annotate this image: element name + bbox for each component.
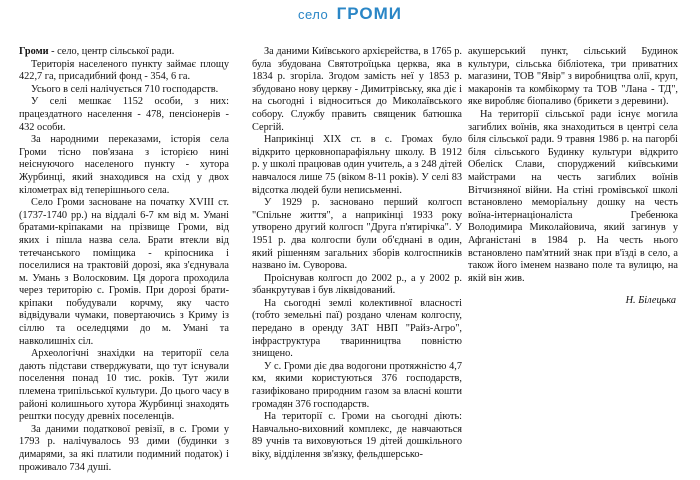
paragraph: На території сільської ради існує могила загиблих воїнів, яка знаходиться в центрі села біля сільської ради. 9 травня 1986 р. на пагорбі біля сільського Будинку культури відкрито Обеліск Слави, споруджений київськими майстрами на честь загиблих воїнів Вітчизняної війни. На стіні громівської школі встановлено меморіальну дошку на честь воїна-інтернаціоналіста Гребенюка Володимира Миколайовича, який загинув у Афганістані в 1984 р. На честь нього встановлено пам'ятний знак при в'їзді в село, а також його іменем названо поле та вулицю, на якій він жив. [468,108,678,284]
author-signature: Н. Білецька [625,295,676,307]
paragraph: На сьогодні землі колективної власності (тобто земельні паї) роздано членам колгоспу, передано в оренду ЗАТ НВП "Райз-Агро", інфраструктура тваринництва повністю знищено. [252,297,462,360]
paragraph: Територія населеного пункту займає площу 422,7 га, присадибний фонд - 354, 6 га. [19,58,229,83]
title-village-name: ГРОМИ [336,4,403,23]
page-title [0,4,700,24]
paragraph: На території с. Громи на сьогодні діють: Навчально-виховний комплекс, де навчаються 89 учнів та виховуються 19 дітей дошкільного віку, відділення зв'язку, фельдшерсько- [252,411,462,460]
paragraph: У селі мешкає 1152 особи, з них: працездатного населення - 478, пенсіонерів - 432 особи. [19,96,229,133]
paragraph: За даними Київського архієрейства, в 1765 р. була збудована Святотроїцька церква, яка в 1834 р. згоріла. Згодом замість неї у 1853 р. збудовано нову церкву - Димитрівську, яка діє і на сьогодні і відноситься до Миколаївського собору. Службу править священик батюшка Сергій. [252,46,462,133]
paragraph: За даними податкової ревізії, в с. Громи у 1793 р. налічувалось 93 дими (будинки з димарями, за які платили подимний податок) і проживало 734 душі. [19,423,229,473]
text-column-1 [19,46,229,474]
lead-rest: - село, центр сільської ради. [48,46,175,57]
text-column-2 [252,46,462,474]
paragraph: Усього в селі налічується 710 господарств. [31,83,219,95]
title-prefix: село [297,7,329,22]
paragraph: акушерський пункт, сільський Будинок культури, сільська бібліотека, три приватних магазини, ТОВ "Явір" з виробництва олії, круп, макаронів та комбікорму та ТОВ "Лана - ТД", яке виробляє біопаливо (брикети з деревини). [468,46,678,108]
paragraph: За народними переказами, історія села Громи тісно пов'язана з історією нині неіснуючого населеного пункту - хутора Журбинці, який знаходився на схід у двох кілометрах від теперішнього села. [19,134,229,196]
text-column-3 [468,46,678,474]
paragraph [19,46,229,59]
lead-word: Громи [19,46,49,57]
paragraph: У с. Громи діє два водогони протяжністю 4,7 км, якими користуються 376 господарств, газифіковано природним газом за власні кошти громадян 376 господарств. [252,360,462,410]
paragraph: Археологічні знахідки на території села дають підстави стверджувати, що тут існували поселення понад 10 тис. років. Тут жили племена трипільської культури. До цього часу в районі колишнього хутора Журбинці знаходять рештки посуду древніх поселенців. [19,348,229,423]
paragraph: Проіснував колгосп до 2002 р., а у 2002 р. збанкрутував і був ліквідований. [252,272,462,297]
paragraph: Наприкінці XIX ст. в с. Громах було відкрито церковнопарафіяльну школу. В 1912 р. у школі працював один учитель, а з 248 дітей навчалося лише 75 (віком 8-11 років). У селі 83 відсотка людей були неписьменні. [252,134,462,196]
paragraph: Село Громи засноване на початку XVIII ст. (1737-1740 рр.) на віддалі 6-7 км від м. Умані братами-кріпаками на прізвище Громи, від яких і пішла назва села. Брати втекли від тетечанського поміщика - кріпосника і поселилися на трактовій дорозі, яка з'єднувала м. Умань з Волосковим. Ця дорога проходила через територію с. Громів. При дорозі брати-кріпаки побудували корчму, яку часто відвідували чумаки, повертаючись з Криму із сіллю та оселедцями до м. Умані та навколишніх сіл. [19,197,229,347]
paragraph: У 1929 р. засновано перший колгосп "Спільне життя", а наприкінці 1933 року утворено другий колгосп "Друга п'ятирічка". У 1951 р. два колгоспи були об'єднані в один, який рішенням загальних зборів колгоспників названо ім. Суворова. [252,197,462,272]
